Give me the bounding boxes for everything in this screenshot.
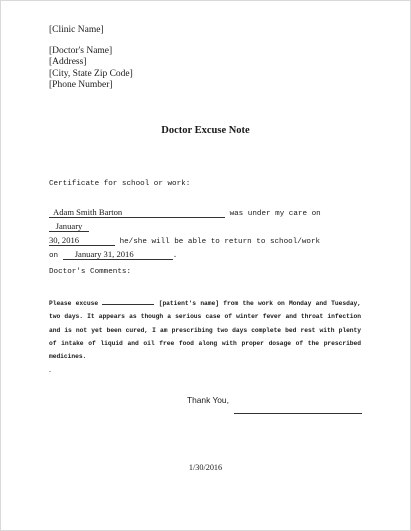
doctor-name: [Doctor's Name] bbox=[49, 45, 113, 56]
comments-text-after: [patient's name] from the work on Monday and Tuesday, two days. It appears as though a serious case of winter fever and throat infection and is not yet been cured, I am prescribing two days complete bed rest with plenty of intake of liquid and oil free food along with proper dosage of the prescribed medicines. bbox=[49, 300, 362, 361]
clinic-name: [Clinic Name] bbox=[49, 25, 104, 35]
address: [Address] bbox=[49, 57, 87, 67]
under-care-text: was under my care on bbox=[229, 210, 321, 218]
clinic-header bbox=[49, 25, 133, 92]
patient-name-blank bbox=[102, 304, 154, 305]
trailing-dot: . bbox=[49, 365, 51, 374]
certificate-label: Certificate for school or work: bbox=[49, 180, 191, 188]
city-state-zip: [City, State Zip Code] bbox=[49, 68, 133, 79]
on-text: on bbox=[49, 252, 59, 260]
comments-label: Doctor's Comments: bbox=[49, 268, 132, 276]
comments-paragraph bbox=[49, 297, 361, 363]
comments-text-before: Please excuse bbox=[49, 300, 99, 307]
return-date-field: January 31, 2016 bbox=[63, 250, 173, 260]
return-text: he/she will be able to return to school/work bbox=[119, 238, 321, 246]
care-date-field-part1: January bbox=[49, 222, 89, 232]
document-title: Doctor Excuse Note bbox=[161, 125, 250, 136]
period: . bbox=[172, 252, 178, 260]
patient-name-field: Adam Smith Barton bbox=[49, 208, 225, 218]
care-date-field-part2: 30, 2016 bbox=[49, 236, 115, 246]
certificate-body bbox=[49, 207, 361, 263]
signature-line bbox=[234, 413, 362, 414]
phone-number: [Phone Number] bbox=[49, 80, 113, 90]
thank-you: Thank You, bbox=[187, 395, 229, 405]
footer-date: 1/30/2016 bbox=[188, 463, 223, 472]
